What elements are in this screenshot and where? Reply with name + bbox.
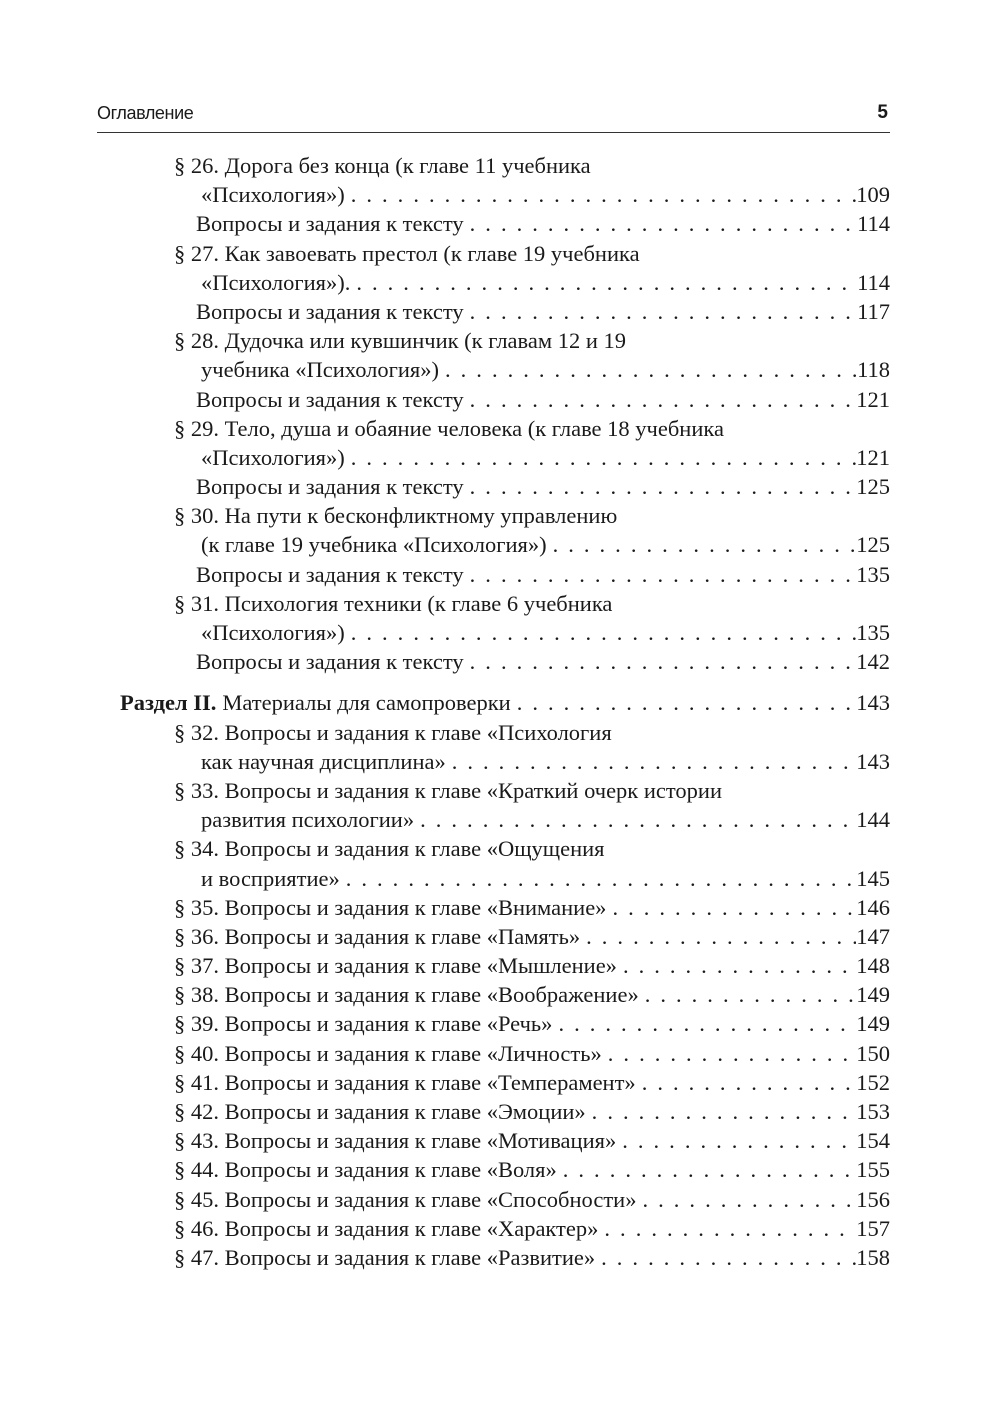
toc-section-heading[interactable] <box>120 688 890 717</box>
page-ref: 145 <box>856 865 890 891</box>
toc-entry[interactable]: Вопросы и задания к тексту . . . 142 <box>120 647 890 676</box>
toc-entry[interactable]: § 27. Как завоевать престол (к главе 19 учебника <box>174 240 640 266</box>
page-ref: 150 <box>856 1040 890 1066</box>
toc-entry[interactable]: § 45. Вопросы и задания к главе «Способности» . . . 156 <box>120 1185 890 1214</box>
toc-entry[interactable]: § 32. Вопросы и задания к главе «Психология <box>174 719 612 745</box>
page-header <box>97 102 890 133</box>
toc-entry[interactable]: § 37. Вопросы и задания к главе «Мышление» . . . 148 <box>120 951 890 980</box>
toc-entry[interactable]: § 44. Вопросы и задания к главе «Воля» . . . 155 <box>120 1155 890 1184</box>
toc-entry[interactable]: § 46. Вопросы и задания к главе «Характер» . . . 157 <box>120 1214 890 1243</box>
page-ref: 135 <box>856 620 890 645</box>
toc-entry[interactable]: § 40. Вопросы и задания к главе «Личность» . . . 150 <box>120 1039 890 1068</box>
page-ref: 157 <box>856 1215 890 1241</box>
toc-entry[interactable]: § 30. На пути к бесконфликтному управлению <box>174 503 618 529</box>
page-ref: 135 <box>856 561 890 587</box>
toc-entry[interactable]: § 43. Вопросы и задания к главе «Мотивация» . . . 154 <box>120 1126 890 1155</box>
page-ref: 125 <box>856 474 890 500</box>
toc-entry[interactable]: «Психология») . . . 121 <box>120 443 890 472</box>
toc-entry[interactable]: § 36. Вопросы и задания к главе «Память» . . . 147 <box>120 922 890 951</box>
section-spacer <box>120 676 890 688</box>
toc-entry[interactable]: § 28. Дудочка или кувшинчик (к главам 12 и 19 <box>174 328 626 354</box>
toc-entry[interactable]: «Психология») . . . 109 <box>120 180 890 209</box>
toc-entry[interactable]: и восприятие» . . . 145 <box>120 864 890 893</box>
toc-entry[interactable]: § 41. Вопросы и задания к главе «Темперамент» . . . 152 <box>120 1068 890 1097</box>
page-ref: 117 <box>857 298 890 324</box>
section-label: Раздел II. <box>120 690 217 716</box>
toc-entry[interactable]: как научная дисциплина» . . . 143 <box>120 747 890 776</box>
page-ref: 146 <box>856 894 890 920</box>
page-ref: 114 <box>857 269 890 295</box>
page-ref: 149 <box>856 1011 890 1037</box>
toc-entry[interactable]: Вопросы и задания к тексту . . . 135 <box>120 560 890 589</box>
page-ref: 149 <box>856 982 890 1008</box>
toc-entry[interactable]: § 33. Вопросы и задания к главе «Краткий очерк истории <box>174 777 723 803</box>
page-ref: 152 <box>856 1069 890 1095</box>
toc-entry[interactable]: § 29. Тело, душа и обаяние человека (к главе 18 учебника <box>174 415 724 441</box>
toc-entry[interactable]: § 38. Вопросы и задания к главе «Воображение» . . . 149 <box>120 980 890 1009</box>
page-ref: 158 <box>856 1244 890 1270</box>
toc-entry[interactable]: Вопросы и задания к тексту . . . 125 <box>120 472 890 501</box>
page-ref: 148 <box>856 953 890 979</box>
toc-entry[interactable]: развития психологии» . . . 144 <box>120 805 890 834</box>
toc-entry[interactable]: § 39. Вопросы и задания к главе «Речь» . . . 149 <box>120 1009 890 1038</box>
page-ref: 153 <box>856 1099 890 1124</box>
toc-entry[interactable]: § 31. Психология техники (к главе 6 учебника <box>174 590 613 616</box>
toc-entry[interactable]: (к главе 19 учебника «Психология») . . . 125 <box>120 530 890 559</box>
section-title: Материалы для самопроверки <box>222 690 511 716</box>
page-ref: 121 <box>856 444 890 470</box>
toc-entry[interactable]: Вопросы и задания к тексту . . . 117 <box>120 297 890 326</box>
page-ref: 147 <box>856 923 890 949</box>
toc-entry[interactable]: Вопросы и задания к тексту . . . 114 <box>120 209 890 238</box>
page-ref: 114 <box>857 211 890 237</box>
page-ref: 156 <box>856 1186 890 1212</box>
toc-entry[interactable]: Вопросы и задания к тексту . . . 121 <box>120 385 890 414</box>
page-ref: 155 <box>856 1157 890 1183</box>
page-ref: 143 <box>856 748 890 774</box>
page-ref: 109 <box>856 182 890 208</box>
toc-entry[interactable]: § 34. Вопросы и задания к главе «Ощущения <box>174 836 605 862</box>
page-ref: 118 <box>857 357 890 383</box>
page-ref: 142 <box>856 649 890 675</box>
page-ref: 121 <box>856 386 890 412</box>
page-ref: 143 <box>856 690 890 716</box>
page-ref: 125 <box>856 532 890 558</box>
page-number: 5 <box>877 102 888 123</box>
toc-entry[interactable]: учебника «Психология») . . . 118 <box>120 355 890 384</box>
toc-entry[interactable]: § 35. Вопросы и задания к главе «Внимание» . . . 146 <box>120 893 890 922</box>
toc-entry[interactable]: § 47. Вопросы и задания к главе «Развитие» . . . 158 <box>120 1243 890 1272</box>
table-of-contents <box>120 151 890 1272</box>
toc-entry[interactable]: «Психология»). . . . 114 <box>120 268 890 297</box>
toc-entry[interactable]: § 42. Вопросы и задания к главе «Эмоции» . . . 153 <box>120 1097 890 1126</box>
page-ref: 154 <box>856 1128 890 1154</box>
page-ref: 144 <box>856 807 890 833</box>
toc-entry[interactable]: § 26. Дорога без конца (к главе 11 учебника <box>174 153 591 178</box>
running-head-title: Оглавление <box>97 103 194 123</box>
toc-entry[interactable]: «Психология») . . . 135 <box>120 618 890 647</box>
